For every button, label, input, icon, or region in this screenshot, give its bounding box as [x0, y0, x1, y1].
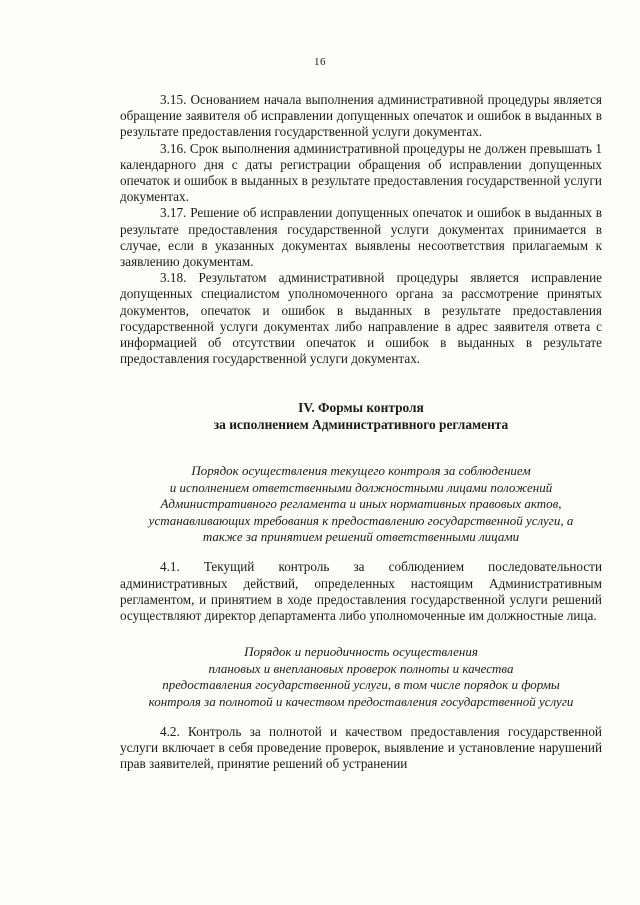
section-heading [120, 399, 602, 433]
subheading-line: Административного регламента и иных нормативных правовых актов, [160, 496, 562, 512]
subheading-line: Порядок осуществления текущего контроля за соблюдением [191, 463, 531, 479]
section-title-line-2: за исполнением Административного регламента [213, 417, 509, 433]
paragraph-4-1: 4.1. Текущий контроль за соблюдением последовательности административных действий, определенных настоящим Административным регламентом, и принятием в ходе предоставления государственной услуги решений осуществляют директор департамента либо уполномоченные им должностные лица. [120, 559, 602, 624]
subheading-line: Порядок и периодичность осуществления [244, 644, 478, 660]
subheading-current-control [120, 463, 602, 545]
section-title-line-1: IV. Формы контроля [298, 400, 424, 416]
subheading-inspections [120, 644, 602, 710]
document-body [120, 92, 602, 773]
paragraph-3-16: 3.16. Срок выполнения административной процедуры не должен превышать 1 календарного дня с даты регистрации обращения об исправлении допущенных опечаток и ошибок в выданных в результате предоставления государственной услуги документах. [120, 140, 602, 205]
subheading-line: плановых и внеплановых проверок полноты и качества [208, 660, 514, 676]
subheading-line: контроля за полнотой и качеством предоставления государственной услуги [148, 693, 574, 709]
paragraph-3-15: 3.15. Основанием начала выполнения административной процедуры является обращение заявителя об исправлении допущенных опечаток и ошибок в выданных в результате предоставления государственной услуги документах. [120, 92, 602, 140]
paragraph-3-18: 3.18. Результатом административной процедуры является исправление допущенных специалистом уполномоченного органа за рассмотрение принятых документов, опечаток и ошибок в выданных в результате предоставления государственной услуги документах либо направление в адрес заявителя ответа с информацией об отсутствии опечаток и ошибок в выданных в результате предоставления государственной услуги документах. [120, 270, 602, 367]
page-number: 16 [314, 56, 326, 68]
subheading-line: также за принятием решений ответственными лицами [202, 529, 520, 545]
paragraph-4-2: 4.2. Контроль за полнотой и качеством предоставления государственной услуги включает в себя проведение проверок, выявление и установление нарушений прав заявителей, принятие решений об устранении [120, 723, 602, 772]
subheading-line: устанавливающих требования к предоставлению государственной услуги, а [148, 512, 574, 528]
subheading-line: и исполнением ответственными должностными лицами положений [169, 479, 553, 495]
paragraph-3-17: 3.17. Решение об исправлении допущенных опечаток и ошибок в выданных в результате предоставления государственной услуги документах принимается в случае, если в указанных документах выявлены несоответствия прилагаемым к заявлению документам. [120, 205, 602, 270]
subheading-line: предоставления государственной услуги, в том числе порядок и формы [162, 677, 560, 693]
